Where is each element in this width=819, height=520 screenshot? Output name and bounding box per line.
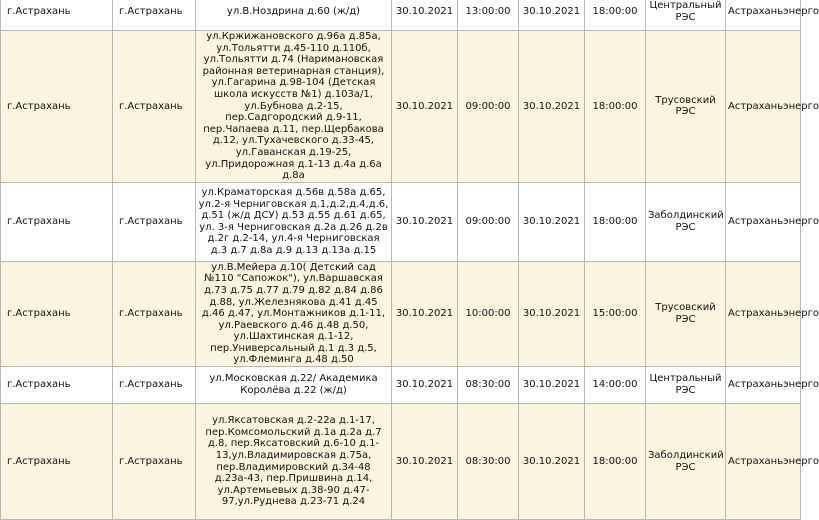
start-time-cell: 09:00:00 xyxy=(458,31,519,183)
end-date-cell: 30.10.2021 xyxy=(519,0,585,31)
start-date-cell: 30.10.2021 xyxy=(392,182,458,261)
end-time-cell: 15:00:00 xyxy=(585,261,646,366)
end-date-cell: 30.10.2021 xyxy=(519,404,585,520)
org-cell: Астраханьэнерго xyxy=(726,261,801,366)
city-cell: г.Астрахань xyxy=(1,367,113,404)
district-cell: Трусовский РЭС xyxy=(646,261,726,366)
end-time-cell: 18:00:00 xyxy=(585,404,646,520)
table-row xyxy=(1,261,801,366)
start-date-cell: 30.10.2021 xyxy=(392,404,458,520)
table-row xyxy=(1,367,801,404)
locality-cell: г.Астрахань xyxy=(113,261,196,366)
org-cell: Астраханьэнерго xyxy=(726,0,801,31)
end-time-cell: 14:00:00 xyxy=(585,367,646,404)
end-date-cell: 30.10.2021 xyxy=(519,261,585,366)
locality-cell: г.Астрахань xyxy=(113,367,196,404)
address-cell: ул.Московская д.22/ Академика Королёва д.22 (ж/д) xyxy=(196,367,392,404)
locality-cell: г.Астрахань xyxy=(113,182,196,261)
org-cell: Астраханьэнерго xyxy=(726,367,801,404)
start-date-cell: 30.10.2021 xyxy=(392,0,458,31)
start-time-cell: 09:00:00 xyxy=(458,182,519,261)
end-date-cell: 30.10.2021 xyxy=(519,367,585,404)
org-cell: Астраханьэнерго xyxy=(726,31,801,183)
locality-cell: г.Астрахань xyxy=(113,31,196,183)
address-cell: ул.Краматорская д.56в д.58а д.65, ул.2-я Черниговская д.1,д.2,д.4,д.6, д.51 (ж/д ДСУ) д.53 д.55 д.61 д.65, ул. 3-я Черниговская д.2а д.26 д.2в д.2г д.2-14, ул.4-я Черниговская д.3 д.7 д.8а д.9 д.13 д.13а д.15 xyxy=(196,182,392,261)
locality-cell: г.Астрахань xyxy=(113,404,196,520)
start-date-cell: 30.10.2021 xyxy=(392,31,458,183)
table-row xyxy=(1,31,801,183)
city-cell: г.Астрахань xyxy=(1,404,113,520)
end-date-cell: 30.10.2021 xyxy=(519,31,585,183)
table-row xyxy=(1,0,801,31)
org-cell: Астраханьэнерго xyxy=(726,404,801,520)
start-time-cell: 13:00:00 xyxy=(458,0,519,31)
city-cell: г.Астрахань xyxy=(1,261,113,366)
end-date-cell: 30.10.2021 xyxy=(519,182,585,261)
district-cell: Центральный РЭС xyxy=(646,367,726,404)
city-cell: г.Астрахань xyxy=(1,0,113,31)
start-date-cell: 30.10.2021 xyxy=(392,367,458,404)
district-cell: Трусовский РЭС xyxy=(646,31,726,183)
district-cell: Заболдинский РЭС xyxy=(646,182,726,261)
end-time-cell: 18:00:00 xyxy=(585,0,646,31)
table-row xyxy=(1,404,801,520)
district-cell: Заболдинский РЭС xyxy=(646,404,726,520)
table-row xyxy=(1,182,801,261)
end-time-cell: 18:00:00 xyxy=(585,182,646,261)
end-time-cell: 18:00:00 xyxy=(585,31,646,183)
start-time-cell: 08:30:00 xyxy=(458,367,519,404)
city-cell: г.Астрахань xyxy=(1,31,113,183)
city-cell: г.Астрахань xyxy=(1,182,113,261)
locality-cell: г.Астрахань xyxy=(113,0,196,31)
start-time-cell: 10:00:00 xyxy=(458,261,519,366)
address-cell: ул.В.Мейера д.10( Детский сад №110 "Сапожок"), ул.Варшавская д.73 д.75 д.77 д.79 д.82 д.84 д.86 д.88, ул.Железнякова д.41 д.45 д.46 д.47, ул.Монтажников д.1-11, ул.Раевского д.46 д.48 д.50, ул.Шахтинская д.1-12, пер.Универсальный д.1 д.3 д.5, ул.Флеминга д.48 д.50 xyxy=(196,261,392,366)
district-cell: Центральный РЭС xyxy=(646,0,726,31)
address-cell: ул.Кржижановского д.96а д.85а, ул.Тольятти д.45-110 д.110б, ул.Тольятти д.74 (Наримановская районная ветеринарная станция), ул.Гагарина д.98-104 (Детская школа искусств №1) д.103а/1, ул.Бубнова д.2-15, пер.Садгородский д.9-11, пер.Чапаева д.11, пер.Щербакова д.12, ул.Тухачевского д.33-45, ул.Гаванская д.19-25, ул.Придорожная д.1-13 д.4а д.6а д.8а xyxy=(196,31,392,183)
address-cell: ул.Яксатовская д.2-22а д.1-17, пер.Комсомольский д.1а д.2а д.7 д.8, пер.Яксатовский д.6-10 д.1-13,ул.Владимировская д.75а, пер.Владимировский д.34-48 д.23а-43, пер.Пришвина д.14, ул.Артемьевых д.38-90 д.47-97,ул.Руднева д.23-71 д.24 xyxy=(196,404,392,520)
org-cell: Астраханьэнерго xyxy=(726,182,801,261)
start-date-cell: 30.10.2021 xyxy=(392,261,458,366)
address-cell: ул.В.Ноздрина д.60 (ж/д) xyxy=(196,0,392,31)
start-time-cell: 08:30:00 xyxy=(458,404,519,520)
